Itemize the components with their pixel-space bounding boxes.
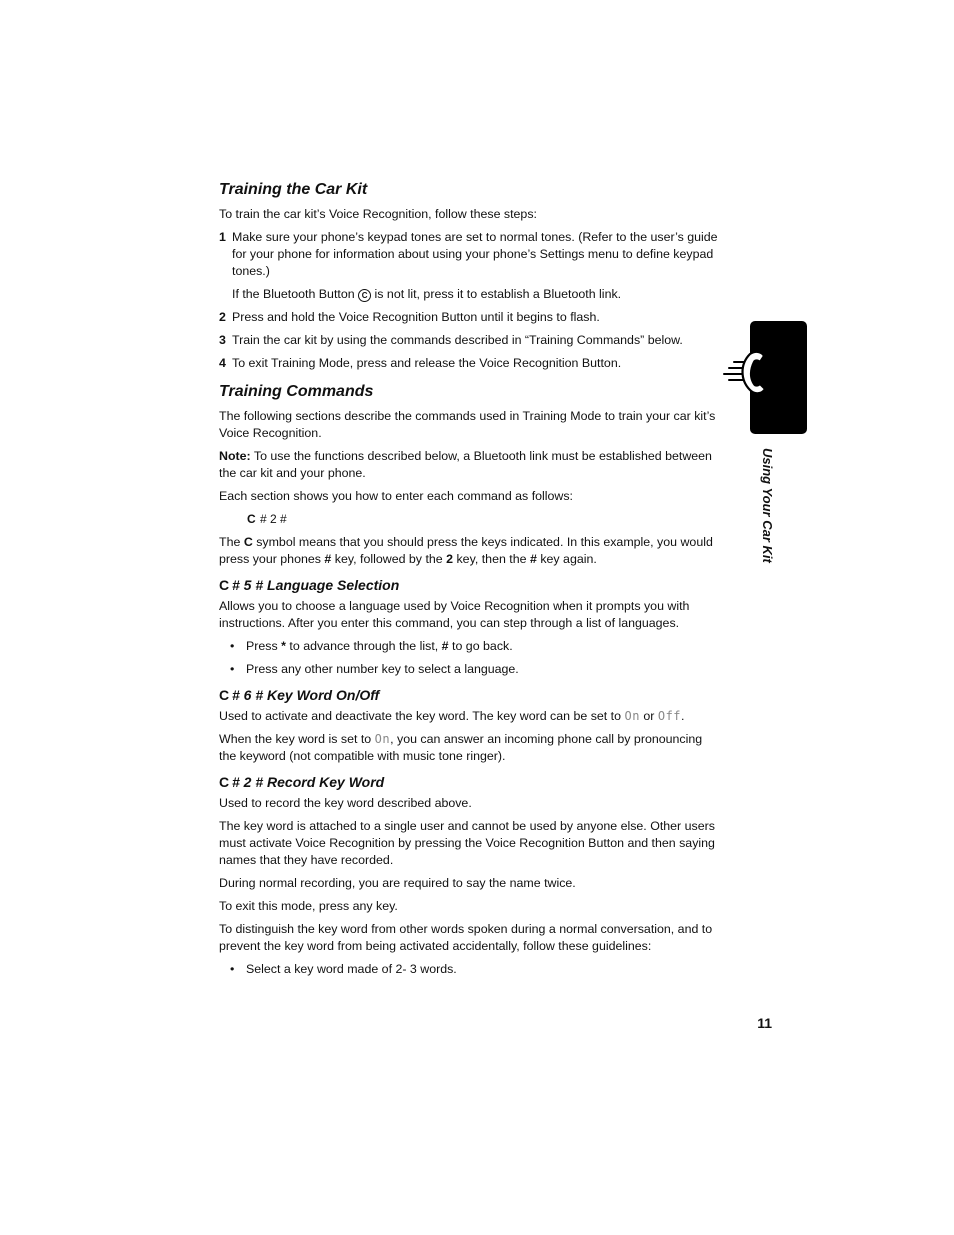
menu-key-icon: C [219, 577, 230, 593]
phone-handset-icon [720, 348, 772, 396]
menu-key-icon: C [219, 687, 230, 703]
step-text: Press and hold the Voice Recognition Button until it begins to flash. [232, 310, 600, 324]
display-text-on: On [374, 732, 391, 746]
menu-key-icon: C [243, 535, 253, 549]
step-number: 2 [219, 310, 226, 324]
list-item [219, 638, 721, 655]
text: The [219, 535, 241, 549]
note-label: Note: [219, 449, 251, 463]
text: key, then the [456, 552, 527, 566]
section-title-training-commands: Training Commands [219, 383, 374, 400]
section2-intro: The following sections describe the commands used in Training Mode to train your car kit’s Voice Recognition. [219, 409, 716, 440]
step-number: 4 [219, 356, 226, 370]
text: to advance through the list, [289, 639, 439, 653]
text: or [643, 709, 655, 723]
step-text: To exit Training Mode, press and release the Voice Recognition Button. [232, 356, 622, 370]
record-paragraph-4: To exit this mode, press any key. [219, 899, 398, 913]
command-title-text: # 5 # Language Selection [232, 577, 400, 593]
record-paragraph-3: During normal recording, you are required to say the name twice. [219, 876, 576, 890]
bluetooth-button-icon: C [358, 289, 371, 302]
section1-intro: To train the car kit’s Voice Recognition, follow these steps: [219, 207, 537, 221]
text: When the key word is set to [219, 732, 372, 746]
text: , you can answer an incoming phone call by pronouncing the keyword (not compatible with music tone ringer). [219, 732, 703, 763]
record-paragraph-5: To distinguish the key word from other words spoken during a normal conversation, and to prevent the key word from being activated accidentally, follow these guidelines: [219, 922, 713, 953]
step-4 [219, 355, 721, 372]
note-text: If the Bluetooth Button [232, 287, 355, 301]
record-paragraph-2: The key word is attached to a single user and cannot be used by anyone else. Other users must activate Voice Recognition by pressing the Voice Recognition Button and then saying names that they have recorded. [219, 819, 715, 867]
step-text: Train the car kit by using the commands described in “Training Commands” below. [232, 333, 683, 347]
display-text-off: Off [657, 709, 682, 723]
side-label-text: Using Your Car Kit [760, 448, 775, 563]
side-chapter-label [757, 448, 775, 578]
text: key again. [540, 552, 597, 566]
example-command [219, 511, 721, 528]
hash-key: # [529, 552, 537, 566]
step-2 [219, 309, 721, 326]
command-title-text: # 6 # Key Word On/Off [232, 687, 380, 703]
example-sequence: # 2 # [260, 512, 287, 526]
star-key: * [281, 639, 286, 653]
list-item: • Select a key word made of 2- 3 words. [219, 961, 721, 978]
command-title-language [219, 576, 721, 594]
step-1 [219, 229, 721, 280]
menu-key-icon: C [219, 774, 230, 790]
hash-key: # [441, 639, 449, 653]
step-3 [219, 332, 721, 349]
explain-paragraph [219, 534, 721, 568]
text: symbol means that you should press the keys indicated. In this example, you would press your phones [219, 535, 713, 566]
keyword-paragraph-1 [219, 708, 721, 725]
display-text-on: On [624, 709, 640, 723]
note-text: is not lit, press it to establish a Bluetooth link. [374, 287, 622, 301]
text: Press [246, 639, 278, 653]
list-item: • Press any other number key to select a language. [219, 661, 721, 678]
command-title-text: # 2 # Record Key Word [232, 774, 385, 790]
step-text: Make sure your phone’s keypad tones are set to normal tones. (Refer to the user’s guide for your phone for information about using your phone’s Settings menu to define keypad tones.) [232, 230, 718, 278]
text: Used to activate and deactivate the key word. The key word can be set to [219, 709, 622, 723]
keyword-paragraph-2 [219, 731, 721, 765]
text: key, followed by the [334, 552, 443, 566]
step1-bluetooth-note [219, 286, 721, 303]
page-number: 11 [757, 1015, 772, 1031]
two-key: 2 [446, 552, 454, 566]
each-section-text: Each section shows you how to enter each command as follows: [219, 489, 574, 503]
step-number: 3 [219, 333, 226, 347]
note-paragraph [219, 448, 721, 482]
menu-key-icon: C [247, 512, 256, 526]
hash-key: # [324, 552, 332, 566]
command-title-keyword [219, 686, 721, 704]
language-description: Allows you to choose a language used by Voice Recognition when it prompts you with instructions. After you enter this command, you can step through a list of languages. [219, 599, 690, 630]
step-number: 1 [219, 230, 226, 244]
record-paragraph-1: Used to record the key word described above. [219, 796, 472, 810]
page-content [219, 180, 721, 984]
note-text: To use the functions described below, a Bluetooth link must be established between the car kit and your phone. [219, 449, 712, 480]
section-title-training-car-kit: Training the Car Kit [219, 181, 368, 198]
command-title-record [219, 773, 721, 791]
text: . [681, 709, 685, 723]
text: to go back. [452, 639, 513, 653]
